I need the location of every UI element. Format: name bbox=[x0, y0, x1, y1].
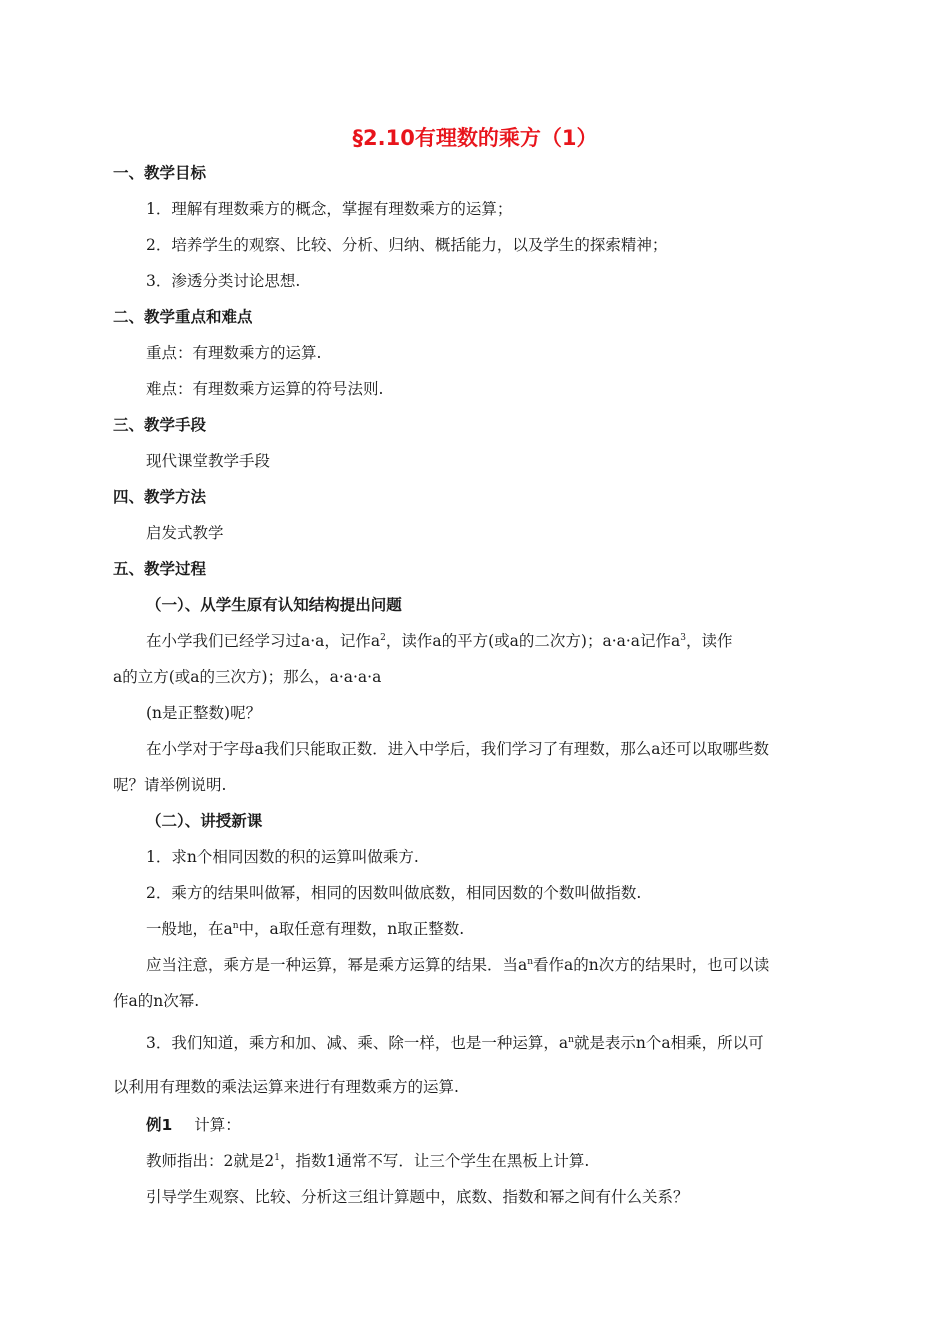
objective-item: 1．理解有理数乘方的概念，掌握有理数乘方的运算； bbox=[146, 200, 513, 218]
section-heading-method: 四、教学方法 bbox=[113, 488, 207, 506]
superscript: 3 bbox=[680, 633, 687, 643]
paragraph-line: a的立方(或a的三次方)；那么，a·a·a·a bbox=[113, 668, 382, 686]
paragraph-text: 看作a的n次方的结果时，也可以读 bbox=[533, 956, 770, 974]
paragraph-text: 在小学我们已经学习过a·a，记作a bbox=[146, 632, 381, 650]
difficulty-text: 难点：有理数乘方运算的符号法则. bbox=[146, 380, 384, 398]
subsection-heading: （一）、从学生原有认知结构提出问题 bbox=[146, 596, 402, 614]
paragraph-line: 引导学生观察、比较、分析这三组计算题中，底数、指数和幂之间有什么关系？ bbox=[146, 1188, 689, 1206]
objective-item: 2．培养学生的观察、比较、分析、归纳、概括能力，以及学生的探索精神； bbox=[146, 236, 668, 254]
paragraph-line bbox=[146, 1032, 764, 1054]
paragraph-line: 呢？请举例说明. bbox=[113, 776, 227, 794]
means-text: 现代课堂教学手段 bbox=[146, 452, 271, 470]
superscript: 1 bbox=[274, 1153, 280, 1163]
paragraph-text: 应当注意，乘方是一种运算，幂是乘方运算的结果．当a bbox=[146, 956, 528, 974]
paragraph-line bbox=[146, 918, 464, 940]
section-heading-process: 五、教学过程 bbox=[113, 560, 207, 578]
example-line bbox=[146, 1114, 241, 1136]
paragraph-text: ，读作 bbox=[686, 632, 733, 650]
paragraph-line bbox=[146, 954, 769, 976]
superscript: 2 bbox=[380, 633, 386, 643]
paragraph-text: ，指数1通常不写．让三个学生在黑板上计算. bbox=[279, 1152, 590, 1170]
paragraph-text: 教师指出：2就是2 bbox=[146, 1152, 275, 1170]
document-title: §2.10有理数的乘方（1） bbox=[352, 126, 598, 150]
paragraph-line bbox=[146, 1150, 589, 1172]
superscript: n bbox=[568, 1035, 574, 1045]
section-heading-means: 三、教学手段 bbox=[113, 416, 207, 434]
superscript: n bbox=[527, 957, 534, 967]
paragraph-line: 以利用有理数的乘法运算来进行有理数乘方的运算. bbox=[113, 1078, 459, 1096]
paragraph-text: 一般地，在a bbox=[146, 920, 233, 938]
example-label: 例1 bbox=[146, 1116, 173, 1134]
superscript: n bbox=[232, 921, 239, 931]
paragraph-line: 在小学对于字母a我们只能取正数．进入中学后，我们学习了有理数，那么a还可以取哪些数 bbox=[146, 740, 769, 758]
paragraph-text: 就是表示n个a相乘，所以可 bbox=[573, 1034, 764, 1052]
definition-item: 2．乘方的结果叫做幂，相同的因数叫做底数，相同因数的个数叫做指数. bbox=[146, 884, 642, 902]
paragraph-line: (n是正整数)呢？ bbox=[146, 704, 262, 722]
paragraph-line bbox=[146, 630, 733, 652]
section-heading-key-points: 二、教学重点和难点 bbox=[113, 308, 253, 326]
paragraph-text: 3．我们知道，乘方和加、减、乘、除一样，也是一种运算，a bbox=[146, 1034, 569, 1052]
paragraph-text: ，读作a的平方(或a的二次方)；a·a·a记作a bbox=[385, 632, 681, 650]
paragraph-text: 中，a取任意有理数，n取正整数. bbox=[238, 920, 465, 938]
objective-item: 3．渗透分类讨论思想. bbox=[146, 272, 301, 290]
example-text: 计算： bbox=[194, 1116, 241, 1134]
definition-item: 1．求n个相同因数的积的运算叫做乘方. bbox=[146, 848, 419, 866]
key-point-text: 重点：有理数乘方的运算. bbox=[146, 344, 322, 362]
paragraph-line: 作a的n次幂. bbox=[113, 992, 200, 1010]
section-heading-objectives: 一、教学目标 bbox=[113, 164, 207, 182]
method-text: 启发式教学 bbox=[146, 524, 224, 542]
subsection-heading: （二）、讲授新课 bbox=[146, 812, 263, 830]
